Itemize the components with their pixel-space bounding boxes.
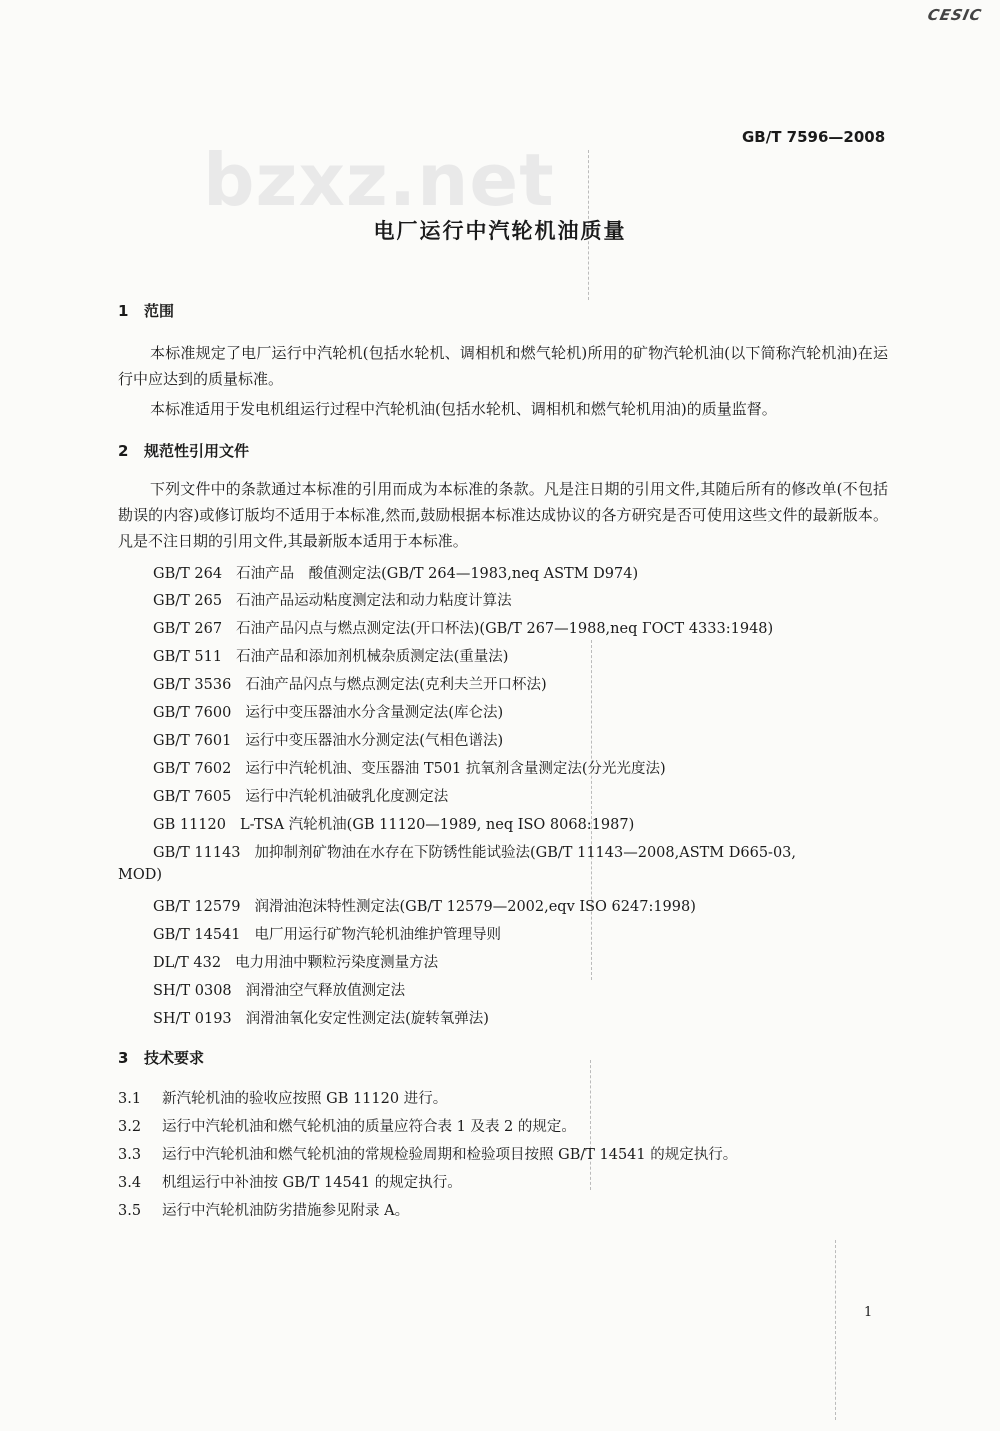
section-heading-references (118, 440, 249, 461)
reference-code: GB/T 14541 (153, 927, 241, 943)
reference-item (153, 951, 438, 972)
page-number: 1 (864, 1305, 873, 1320)
requirement-number: 3.4 (118, 1175, 142, 1191)
requirement-text: 运行中汽轮机油防劣措施参见附录 A。 (162, 1203, 410, 1219)
requirement-item (118, 1143, 737, 1164)
reference-code: GB/T 11143 (153, 845, 241, 861)
reference-title: 润滑油泡沫特性测定法(GB/T 12579—2002,eqv ISO 6247:1998) (254, 899, 696, 915)
requirement-number: 3.5 (118, 1203, 142, 1219)
section-title: 技术要求 (144, 1049, 205, 1067)
requirement-text: 新汽轮机油的验收应按照 GB 11120 进行。 (162, 1091, 448, 1107)
section-number: 2 (118, 442, 129, 460)
reference-title: 运行中汽轮机油、变压器油 T501 抗氧剂含量测定法(分光光度法) (245, 761, 666, 777)
reference-title: 石油产品运动粘度测定法和动力粘度计算法 (236, 593, 512, 609)
requirement-text: 机组运行中补油按 GB/T 14541 的规定执行。 (162, 1175, 462, 1191)
reference-code: GB/T 7601 (153, 733, 232, 749)
section-title: 规范性引用文件 (144, 442, 250, 460)
reference-code: GB/T 511 (153, 649, 223, 665)
reference-code: GB/T 12579 (153, 899, 241, 915)
reference-title: 运行中汽轮机油破乳化度测定法 (245, 789, 449, 805)
requirement-number: 3.3 (118, 1147, 142, 1163)
reference-item (153, 923, 501, 944)
requirement-text: 运行中汽轮机油和燃气轮机油的常规检验周期和检验项目按照 GB/T 14541 的规定执行。 (162, 1147, 738, 1163)
reference-code: GB/T 267 (153, 621, 223, 637)
section-heading-scope (118, 300, 174, 321)
requirement-number: 3.1 (118, 1091, 142, 1107)
reference-title: 石油产品闪点与燃点测定法(克利夫兰开口杯法) (245, 677, 547, 693)
requirement-item (118, 1115, 576, 1136)
reference-code: GB/T 7602 (153, 761, 232, 777)
scope-paragraph: 本标准适用于发电机组运行过程中汽轮机油(包括水轮机、调相机和燃气轮机用油)的质量监督。 (150, 400, 777, 418)
reference-code: GB/T 7600 (153, 705, 232, 721)
reference-item (153, 979, 405, 1000)
reference-item (153, 562, 638, 583)
references-intro: 下列文件中的条款通过本标准的引用而成为本标准的条款。凡是注日期的引用文件,其随后所有的修改单(不包括勘误的内容)或修订版均不适用于本标准,然而,鼓励根据本标准达成协议的各方研究是否可使用这些文件的最新版本。凡是不注日期的引用文件,其最新版本适用于本标准。 (118, 480, 888, 550)
reference-title: 石油产品和添加剂机械杂质测定法(重量法) (236, 649, 509, 665)
reference-item (153, 1007, 489, 1028)
reference-code: GB/T 3536 (153, 677, 232, 693)
reference-title: 电力用油中颗粒污染度测量方法 (235, 955, 439, 971)
reference-title: 石油产品闪点与燃点测定法(开口杯法)(GB/T 267—1988,neq ГОСТ 4333:1948) (236, 621, 774, 637)
reference-code: GB/T 265 (153, 593, 223, 609)
reference-title: 运行中变压器油水分含量测定法(库仑法) (245, 705, 504, 721)
requirement-text: 运行中汽轮机油和燃气轮机油的质量应符合表 1 及表 2 的规定。 (162, 1119, 576, 1135)
requirement-item (118, 1087, 447, 1108)
reference-item (153, 785, 448, 806)
reference-code: SH/T 0193 (153, 1011, 232, 1027)
reference-item (153, 729, 503, 750)
section-number: 3 (118, 1049, 129, 1067)
scan-artifact-line (835, 1240, 836, 1420)
reference-item (153, 895, 696, 916)
reference-title: 润滑油空气释放值测定法 (245, 983, 406, 999)
reference-title: MOD) (118, 867, 163, 883)
reference-title: L-TSA 汽轮机油(GB 11120—1989, neq ISO 8068:1987) (239, 817, 635, 833)
reference-item (153, 701, 503, 722)
section-heading-technical-requirements (118, 1047, 204, 1068)
reference-item (153, 645, 508, 666)
reference-title: 润滑油氧化安定性测定法(旋转氧弹法) (245, 1011, 489, 1027)
reference-code: GB 11120 (153, 817, 226, 833)
reference-item (153, 757, 666, 778)
reference-item (153, 617, 773, 638)
watermark-text: bzxz.net (203, 138, 555, 222)
reference-code: GB/T 7605 (153, 789, 232, 805)
section-number: 1 (118, 302, 129, 320)
scan-artifact-line (591, 640, 592, 980)
reference-code: SH/T 0308 (153, 983, 232, 999)
reference-item (153, 673, 547, 694)
requirement-item (118, 1171, 462, 1192)
reference-code: DL/T 432 (153, 955, 222, 971)
requirement-number: 3.2 (118, 1119, 142, 1135)
reference-title: 运行中变压器油水分测定法(气相色谱法) (245, 733, 504, 749)
reference-item (153, 589, 512, 610)
publisher-logo: CESIC (926, 6, 984, 24)
reference-code: GB/T 264 (153, 566, 223, 582)
reference-item-continuation (118, 867, 162, 883)
section-title: 范围 (144, 302, 175, 320)
reference-title: 电厂用运行矿物汽轮机油维护管理导则 (254, 927, 502, 943)
reference-item (153, 841, 796, 862)
standard-code: GB/T 7596—2008 (742, 128, 886, 146)
document-title: 电厂运行中汽轮机油质量 (373, 219, 627, 243)
reference-item (153, 813, 634, 834)
scan-artifact-line (590, 1060, 591, 1190)
requirement-item (118, 1199, 409, 1220)
scope-paragraph: 本标准规定了电厂运行中汽轮机(包括水轮机、调相机和燃气轮机)所用的矿物汽轮机油(以下简称汽轮机油)在运行中应达到的质量标准。 (118, 344, 888, 388)
reference-title: 石油产品 酸值测定法(GB/T 264—1983,neq ASTM D974) (236, 566, 639, 582)
reference-title: 加抑制剂矿物油在水存在下防锈性能试验法(GB/T 11143—2008,ASTM D665-03, (254, 845, 797, 861)
